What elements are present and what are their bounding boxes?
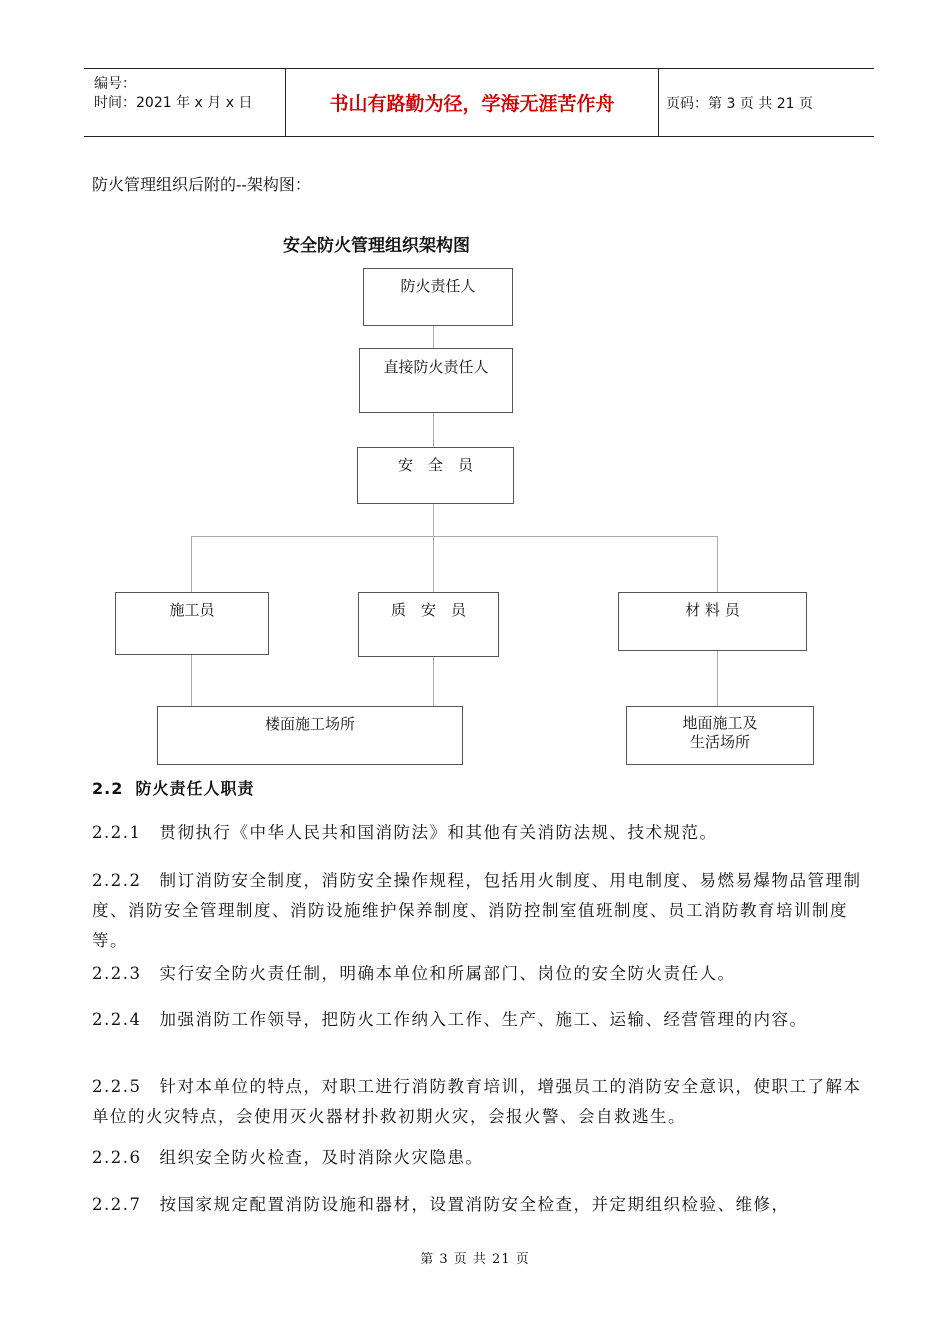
paragraph: 2.2.3 实行安全防火责任制，明确本单位和所属部门、岗位的安全防火责任人。 <box>92 964 736 983</box>
paragraph: 2.2.2 制订消防安全制度，消防安全操作规程，包括用火制度、用电制度、易燃易爆物品管理制度、消防安全管理制度、消防设施维护保养制度、消防控制室值班制度、员工消防教育培训制度等。 <box>92 871 862 950</box>
org-node-ground-site <box>626 706 814 765</box>
connector <box>433 657 434 706</box>
node-label: 直接防火责任人 <box>383 358 489 376</box>
paragraph: 2.2.5 针对本单位的特点，对职工进行消防教育培训，增强员工的消防安全意识，使职工了解本单位的火灾特点，会使用灭火器材扑救初期火灾，会报火警、会自救逃生。 <box>92 1077 862 1126</box>
paragraph: 2.2.6 组织安全防火检查，及时消除火灾隐患。 <box>92 1148 484 1167</box>
header-time: 时间：2021 年 x 月 x 日 <box>94 95 253 111</box>
connector <box>433 536 434 592</box>
org-node-floor-site <box>157 706 463 765</box>
node-label: 防火责任人 <box>400 277 476 295</box>
connector <box>191 655 192 706</box>
org-chart-title: 安全防火管理组织架构图 <box>283 236 470 256</box>
org-node-safety-officer <box>357 447 514 504</box>
intro-text: 防火管理组织后附的--架构图： <box>92 175 311 194</box>
header-meta <box>84 69 284 136</box>
connector <box>433 413 434 447</box>
page-footer: 第 3 页 共 21 页 <box>420 1252 530 1267</box>
org-node-direct-responsible <box>359 348 513 413</box>
node-label: 安 全 员 <box>397 456 473 474</box>
paragraph: 2.2.1 贯彻执行《中华人民共和国消防法》和其他有关消防法规、技术规范。 <box>92 823 718 842</box>
connector <box>191 536 192 592</box>
node-label: 质 安 员 <box>390 601 466 619</box>
connector <box>717 651 718 706</box>
section-number: 2.2 <box>92 779 124 798</box>
paragraph: 2.2.7 按国家规定配置消防设施和器材，设置消防安全检查，并定期组织检验、维修， <box>92 1195 790 1214</box>
org-node-construction-worker <box>115 592 269 655</box>
header-motto: 书山有路勤为径，学海无涯苦作舟 <box>285 69 659 136</box>
connector <box>433 504 434 536</box>
node-label-line1: 地面施工及 <box>682 714 758 732</box>
node-label-line2: 生活场所 <box>689 733 750 751</box>
header-page: 页码：第 3 页 共 21 页 <box>666 95 813 112</box>
connector <box>191 536 718 537</box>
page-header <box>84 68 874 137</box>
node-label: 材 料 员 <box>685 601 740 619</box>
paragraph: 2.2.4 加强消防工作领导，把防火工作纳入工作、生产、施工、运输、经营管理的内容。 <box>92 1010 808 1029</box>
org-node-fire-responsible <box>363 268 513 326</box>
header-number: 编号： <box>94 76 136 92</box>
node-label: 楼面施工场所 <box>264 715 355 733</box>
section-title: 防火责任人职责 <box>135 779 255 798</box>
section-heading <box>92 776 255 799</box>
connector <box>717 536 718 592</box>
node-label: 施工员 <box>169 601 215 619</box>
org-node-quality-safety <box>358 592 499 657</box>
connector <box>433 326 434 348</box>
org-node-materials <box>618 592 807 651</box>
